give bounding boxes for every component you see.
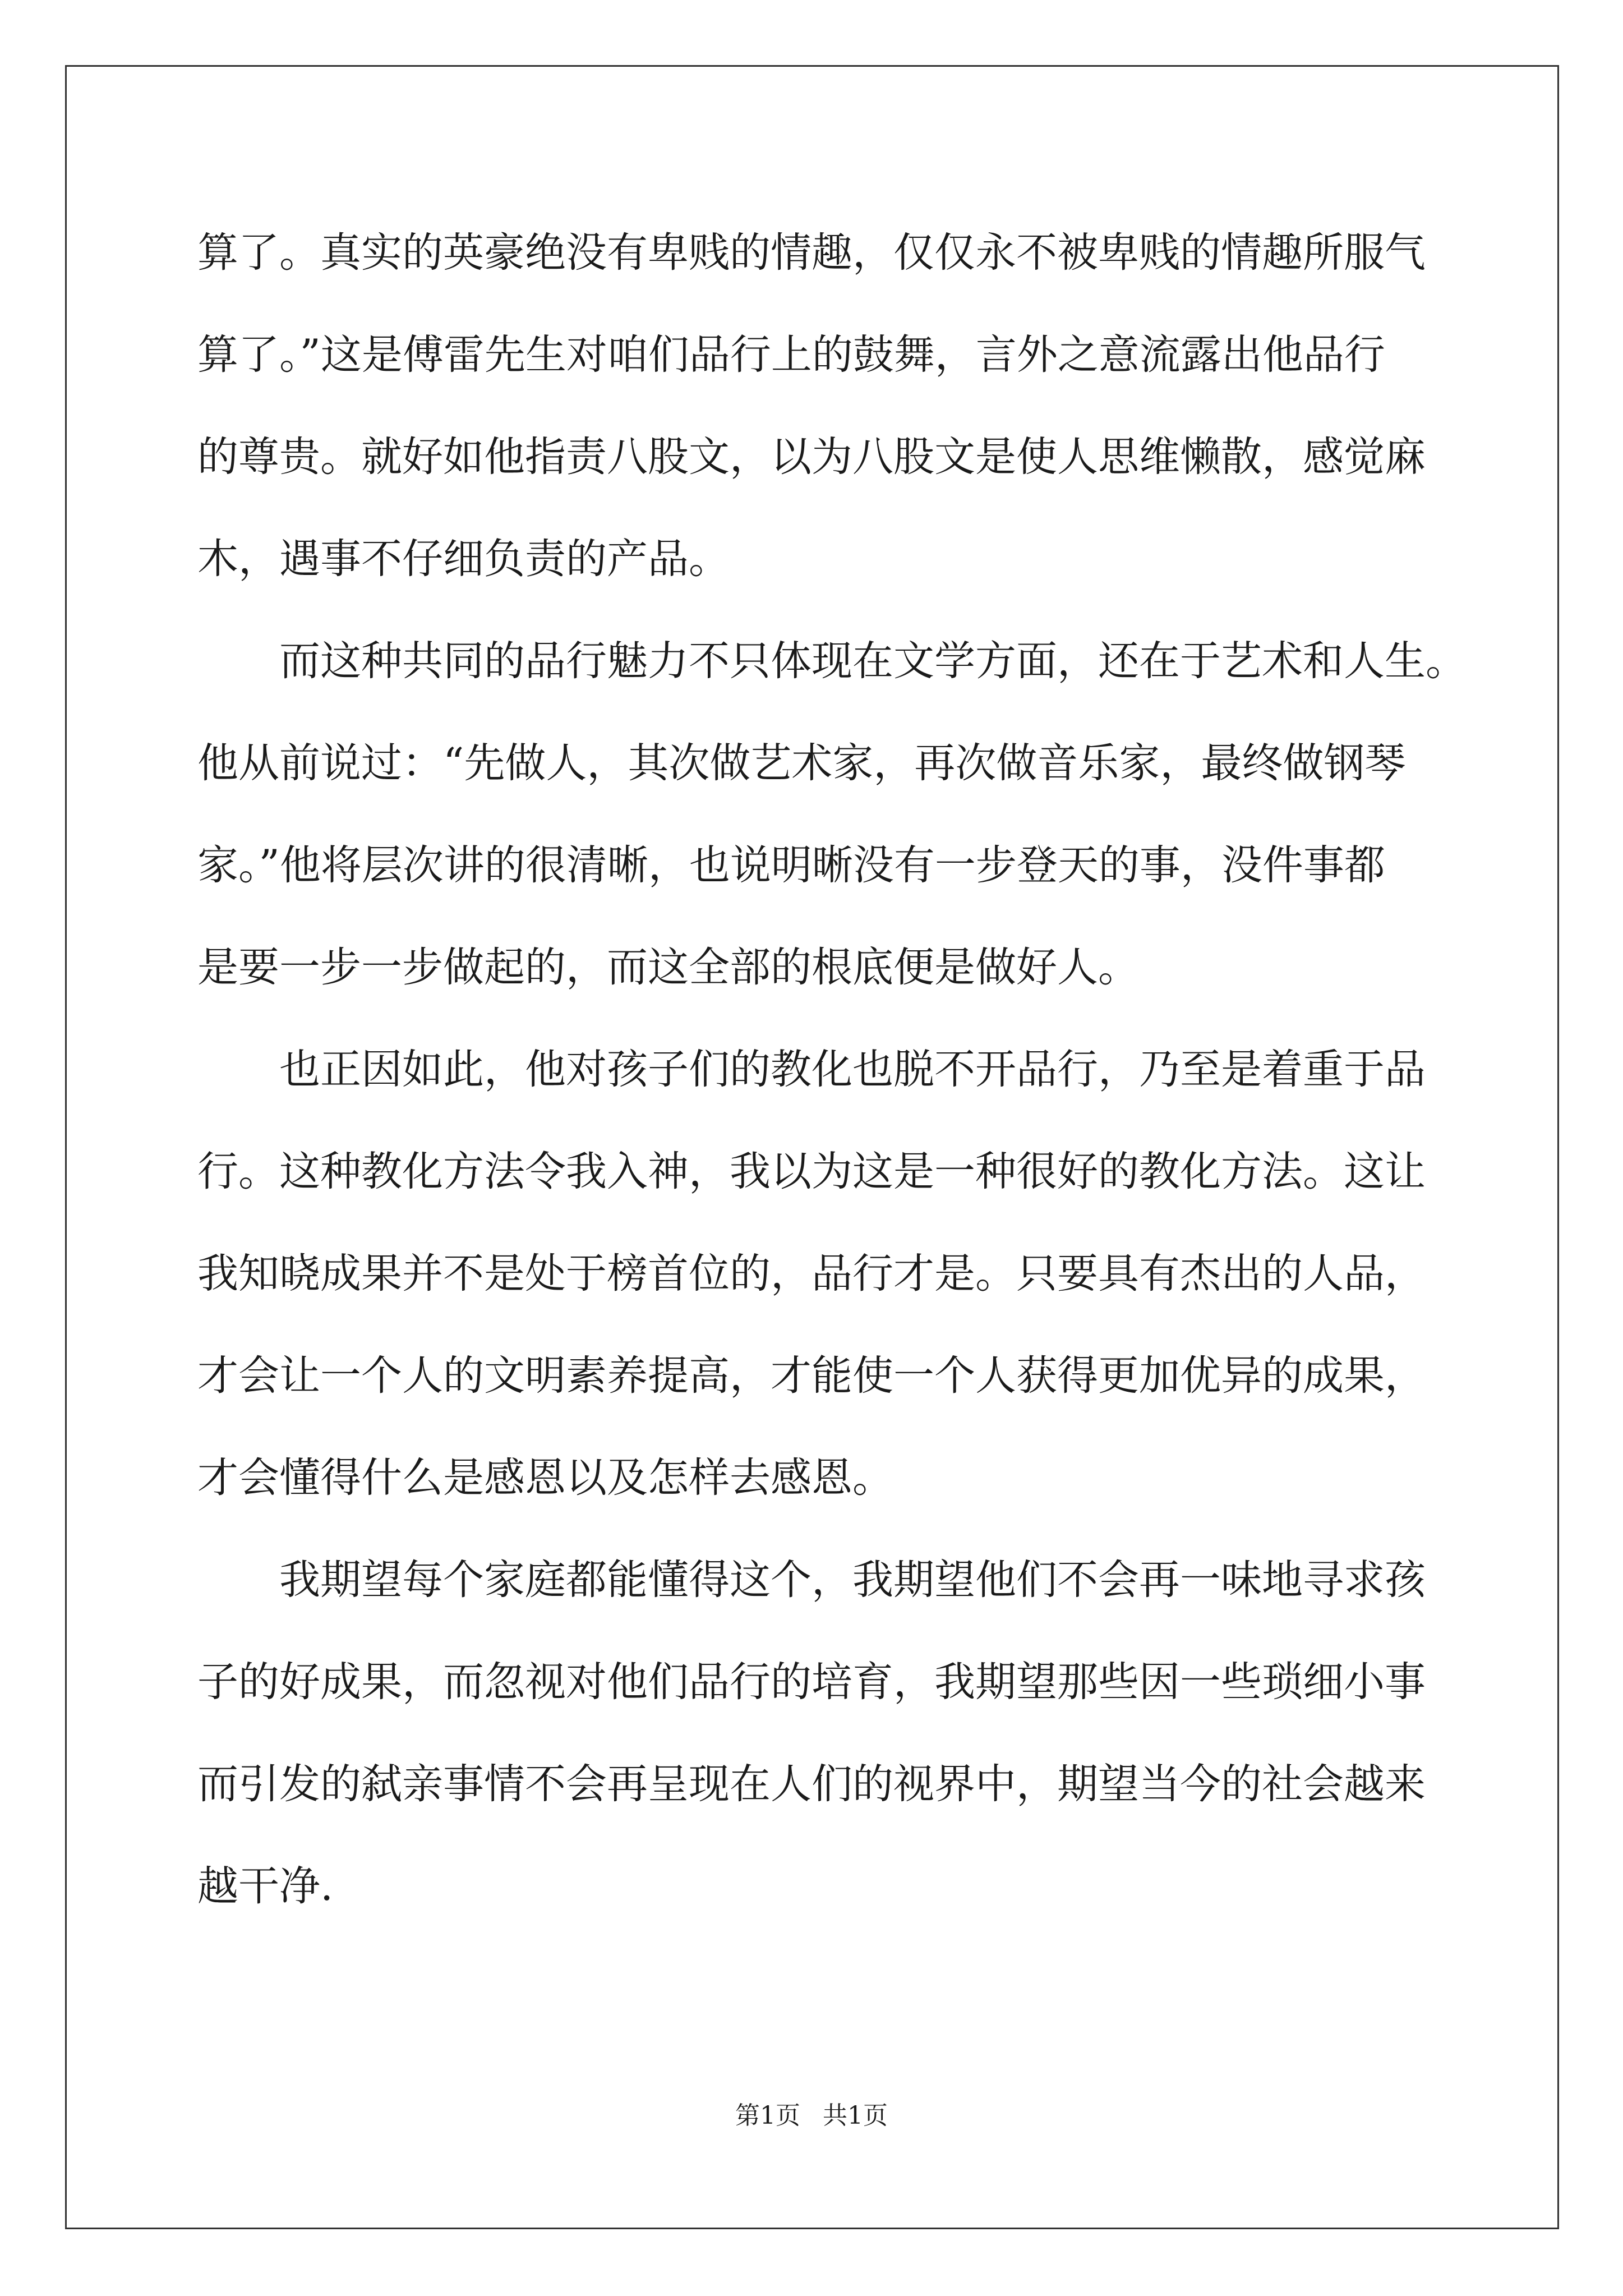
text-line: 家。”他将层次讲的很清晰，也说明晰没有一步登天的事，没件事都: [197, 841, 1385, 889]
page-footer: [0, 2095, 1623, 2131]
text-line: 我期望每个家庭都能懂得这个，我期望他们不会再一味地寻求孩: [279, 1556, 1426, 1604]
page-number: 第1页: [735, 2101, 800, 2130]
text-line: 才会懂得什么是感恩以及怎样去感恩。: [197, 1454, 893, 1502]
document-body: [197, 202, 1467, 1938]
text-line: 是要一步一步做起的，而这全部的根底便是做好人。: [197, 944, 1139, 991]
text-line: 而引发的弑亲事情不会再呈现在人们的视界中，期望当今的社会越来: [197, 1760, 1426, 1808]
text-line: 算了。真实的英豪绝没有卑贱的情趣，仅仅永不被卑贱的情趣所服气: [197, 229, 1426, 277]
text-line: 行。这种教化方法令我入神，我以为这是一种很好的教化方法。这让: [197, 1148, 1426, 1195]
text-line: 的尊贵。就好如他指责八股文，以为八股文是使人思维懒散，感觉麻: [197, 433, 1426, 481]
text-line: 越干净.: [197, 1862, 334, 1910]
text-line: 我知晓成果并不是处于榜首位的，品行才是。只要具有杰出的人品，: [197, 1250, 1426, 1297]
text-line: 木，遇事不仔细负责的产品。: [197, 535, 730, 583]
text-line: 算了。”这是傅雷先生对咱们品行上的鼓舞，言外之意流露出他品行: [197, 331, 1385, 379]
text-line: 他从前说过：“先做人，其次做艺术家，再次做音乐家，最终做钢琴: [197, 739, 1406, 787]
page-total: 共1页: [823, 2101, 888, 2130]
text-line: 子的好成果，而忽视对他们品行的培育，我期望那些因一些琐细小事: [197, 1658, 1426, 1706]
text-line: 而这种共同的品行魅力不只体现在文学方面，还在于艺术和人生。: [279, 637, 1467, 685]
text-line: 也正因如此，他对孩子们的教化也脱不开品行，乃至是着重于品: [279, 1046, 1426, 1093]
text-line: 才会让一个人的文明素养提高，才能使一个人获得更加优异的成果，: [197, 1352, 1426, 1400]
